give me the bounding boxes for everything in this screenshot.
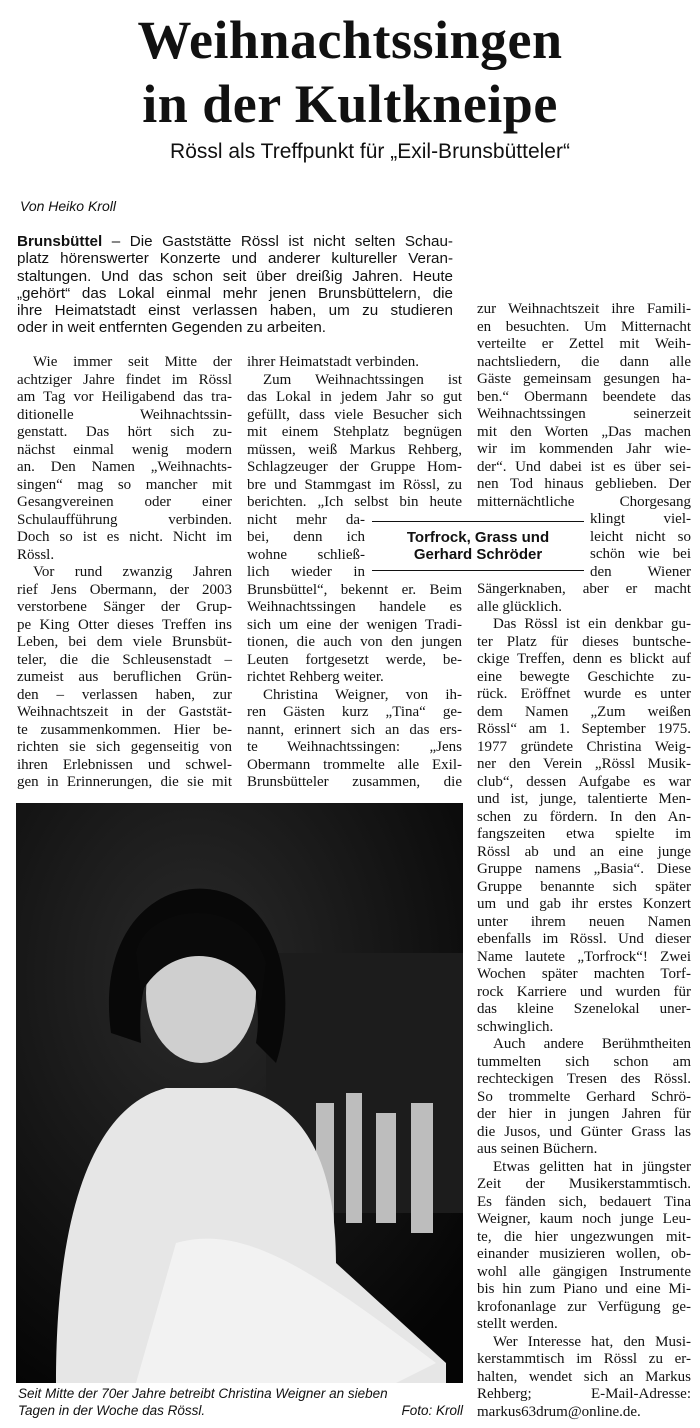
article-line: mit einem Stehplatz begnügen [247, 424, 462, 440]
article-line: das kleine Szenelokal uner- [477, 1001, 691, 1017]
article-line: ihren Erlebnissen und schwel- [17, 756, 232, 773]
pull-quote-line: Gerhard Schröder [413, 546, 543, 563]
lead-line [17, 233, 453, 250]
article-line: stellt werden. [477, 1316, 558, 1332]
article-line: markus63drum@online.de. [477, 1403, 641, 1420]
article-line: Schlagzeuger der Gruppe Hom- [247, 459, 462, 475]
article-line: Name lautete „Torfrock“! Zwei [477, 948, 691, 965]
article-line: Doch so ist es nicht. Nicht im [17, 529, 232, 545]
article-line: te, die hier ungezwungen mit- [477, 1228, 691, 1245]
article-line: mit den Worten „Das machen [477, 423, 691, 440]
article-line: ben.“ Obermann beendete das [477, 388, 691, 405]
article-line: ihrer Heimatstadt verbinden. [247, 354, 420, 370]
article-line: Rehberg; E-Mail-Adresse: [477, 1386, 691, 1402]
article-line: lich wieder in [247, 564, 365, 580]
article-line: sich um eine der wenigen Tradi- [247, 616, 462, 633]
article-line: Das Rössl ist ein denkbar gu- [493, 616, 691, 632]
article-line: und ist, junge, talentierte Men- [477, 791, 691, 807]
article-line: Christina Weigner, von ih- [263, 686, 462, 703]
article-line: Zeit der Musikerstammtisch. [477, 1176, 691, 1192]
article-line: krofonanlage zur Verfügung ge- [477, 1298, 691, 1315]
article-line: schen zu fördern. In den An- [477, 808, 691, 825]
lead-line: „gehört“ das Lokal einmal mehr jenen Brunsbüttelern, die [17, 284, 453, 302]
article-line: club“, dessen Aufgabe es war [477, 773, 691, 790]
article-line: tummelten sich schon am [477, 1053, 691, 1070]
article-line: Rössl. [17, 546, 55, 563]
article-line: teler, die die Schleusenstadt – [17, 651, 232, 668]
article-line: Weihnachtszeit in der Gaststät- [17, 704, 232, 720]
article-line: dem Namen „Zum weißen [477, 703, 691, 720]
article-line: mitternächtliche Chorgesang [477, 493, 691, 510]
article-line: Weihnachtssingen seinerzeit [477, 406, 691, 422]
article-line: Zum Weihnachtssingen ist [263, 371, 462, 388]
article-line: nächst einmal wenig modern [17, 441, 232, 458]
article-line: nachtsliedern, die dann alle [477, 353, 691, 370]
article-line: gen in Erinnerungen, die sie mit [17, 774, 232, 790]
article-line: So trommelte Gerhard Schrö- [477, 1088, 691, 1105]
article-line: am Tag vor Heiligabend das tra- [17, 389, 232, 405]
article-line: um und gab ihr erstes Konzert [477, 896, 691, 912]
article-line: Vor rund zwanzig Jahren [33, 564, 232, 580]
article-line: klingt viel- [590, 511, 691, 527]
article-line: halten, wendet sich an Markus [477, 1368, 691, 1385]
article-line: richtet Rehberg weiter. [247, 669, 384, 685]
article-line: rechteckigen Tresen des Rössl. [477, 1071, 691, 1087]
article-line: Wer Interesse hat, den Musi- [493, 1333, 691, 1350]
article-line: schön wie bei [590, 546, 691, 562]
article-line: Gruppe namens „Basia“. Diese [477, 861, 691, 877]
article-line: Wochen später machten Torf- [477, 966, 691, 982]
article-line: den – verlassen haben, zur [17, 686, 232, 703]
article-line: Leben, bei dem viele Brunsbüt- [17, 634, 232, 650]
article-line: ckige Treffen, denn es blickt auf [477, 651, 691, 667]
article-line: das Lokal in jedem Jahr so gut [247, 389, 462, 405]
article-line: Weigner, kaum noch junge Leu- [477, 1211, 691, 1227]
lead-line: ihre Heimatstadt einst verlassen haben, um zu studieren [17, 302, 453, 320]
article-line: Gesangvereinen oder einer [17, 494, 232, 510]
article-line: Gruppe benannte sich später [477, 878, 691, 895]
article-line: richten sie sich gegenseitig von [17, 739, 232, 755]
article-line: eine bewegte Geschichte zu- [477, 668, 691, 685]
article-line: nannt, erinnert sich an das ers- [247, 721, 462, 738]
article-line: genstatt. Das hört sich zu- [17, 424, 232, 440]
article-line: leicht nicht so [590, 528, 691, 545]
article-line: kerstammtisch im Rössl zu er- [477, 1351, 691, 1367]
article-line: verstorbene Sänger der Grup- [17, 599, 232, 615]
article-line: der hier in jungen Jahren für [477, 1106, 691, 1122]
article-line: schwinglich. [477, 1018, 554, 1035]
article-line: Rössl ab und an eine junge [477, 843, 691, 860]
article-line: Brunsbütteler zusammen, die [247, 774, 462, 790]
article-line: Obermann trommelte alle Exil- [247, 756, 462, 773]
article-line: Sängerknaben, aber er macht [477, 581, 691, 597]
photo-woman-at-bar-image [16, 803, 463, 1383]
article-line: gefüllt, dass viele Besucher sich [247, 406, 462, 423]
article-column-2 [247, 354, 462, 792]
article-column-3 [477, 301, 691, 1421]
article-line: bis hin zum Piano und eine Mi- [477, 1281, 691, 1297]
article-line: zur Weihnachtszeit ihre Famili- [477, 301, 691, 317]
article-line: die Jusos, und Günter Grass las [477, 1123, 691, 1140]
article-line: unter ihrem neuen Namen [477, 913, 691, 930]
pull-quote [372, 521, 584, 571]
article-line: verteilte er Zettel mit Weih- [477, 336, 691, 352]
article-line: rück. Eröffnet wurde es unter [477, 686, 691, 702]
article-line: Etwas gelitten hat in jüngster [493, 1158, 691, 1175]
article-line: pe King Otter dieses Treffen ins [17, 616, 232, 633]
article-line: tionen, die auch von den jungen [247, 634, 462, 650]
article-line: einander musizieren wollen, ob- [477, 1246, 691, 1262]
article-line: Rössl“ am 1. September 1975. [477, 721, 691, 737]
photo-credit: Foto: Kroll [401, 1403, 463, 1418]
article-line: den Wiener [590, 563, 691, 580]
lead-line: platz hörenswerter Konzerte und anderer kultureller Veran- [17, 250, 453, 268]
pull-quote-line: Torfrock, Grass und [406, 529, 550, 546]
article-line: 1977 gründete Christina Weig- [477, 738, 691, 755]
article-line: Schulaufführung verbinden. [17, 511, 232, 528]
article-line: wohl alle gängigen Instrumente [477, 1263, 691, 1280]
article-line: Es fänden sich, bedauert Tina [477, 1193, 691, 1210]
dateline: Brunsbüttel [17, 233, 103, 250]
article-line: nen Tod hinaus geblieben. Der [477, 476, 691, 492]
article-line: müssen, weiß Markus Rehberg, [247, 441, 462, 458]
lead-paragraph [17, 233, 453, 337]
article-line: bei, denn ich [247, 529, 365, 545]
caption-line: Tagen in der Woche das Rössl. [18, 1403, 206, 1418]
article-line: zumeist aus beruflichen Grün- [17, 669, 232, 685]
article-line: wir im kommenden Jahr wie- [477, 441, 691, 457]
article-column-1 [17, 354, 232, 792]
article-line: ebenfalls im Rössl. Und dieser [477, 931, 691, 947]
lead-line-text: – Die Gaststätte Rössl ist nicht selten Schau- [102, 233, 453, 250]
headline-line-1: Weihnachtssingen [137, 10, 563, 70]
article-line: an. Den Namen „Weihnachts- [17, 459, 232, 475]
article-line: Leuten fortgesetzt werde, be- [247, 651, 462, 668]
article-line: te Weihnachtssingen: „Jens [247, 739, 462, 755]
article-line: ner den Verein „Rössl Musik- [477, 756, 691, 772]
photo-caption [18, 1385, 463, 1419]
article-photo [16, 803, 463, 1383]
lead-line: staltungen. Und das schon seit über dreißig Jahren. Heute [17, 267, 453, 285]
headline-line-2: in der Kultkneipe [142, 74, 558, 134]
article-line: fangszeiten etwa spielte im [477, 826, 691, 842]
article-line: Gäste gemeinsam gesungen ha- [477, 371, 691, 387]
article-line: ren Gästen kurz „Tina“ ge- [247, 704, 462, 720]
article-line: Brunsbüttel“, bekennt er. Beim [247, 581, 462, 598]
article-line: rock Karriere und wurden für [477, 983, 691, 1000]
byline: Von Heiko Kroll [20, 198, 116, 214]
article-line: wohne schließ- [247, 546, 365, 563]
article-line: achtziger Jahre findet im Rössl [17, 371, 232, 388]
article-line: rief Jens Obermann, der 2003 [17, 581, 232, 598]
subtitle: Rössl als Treffpunkt für „Exil-Brunsbütteler“ [170, 140, 570, 163]
article-line: te zusammenkommen. Hier be- [17, 721, 232, 738]
article-line: Wie immer seit Mitte der [33, 354, 232, 370]
article-line: aus seinen Büchern. [477, 1141, 598, 1157]
lead-line: oder in weit entfernten Gegenden zu arbeiten. [17, 319, 327, 337]
article-line: Auch andere Berühmtheiten [493, 1036, 691, 1052]
caption-line: Seit Mitte der 70er Jahre betreibt Christina Weigner an sieben [18, 1386, 388, 1401]
article-line: ditionelle Weihnachtssin- [17, 406, 232, 423]
article-line: ter Platz für dieses buntsche- [477, 633, 691, 650]
article-line: nicht mehr da- [247, 511, 365, 528]
article-line: en besuchten. Um Mitternacht [477, 318, 691, 335]
article-line: Weihnachtssingen handele es [247, 599, 462, 615]
article-line: alle glücklich. [477, 598, 562, 615]
article-line: der“. Und dabei ist es über sei- [477, 458, 691, 475]
article-line: berichten. „Ich selbst bin heute [247, 494, 462, 510]
article-line: singen“ mag so mancher mit [17, 476, 232, 493]
article-line: bre und Stammgast im Rössl, zu [247, 476, 462, 493]
